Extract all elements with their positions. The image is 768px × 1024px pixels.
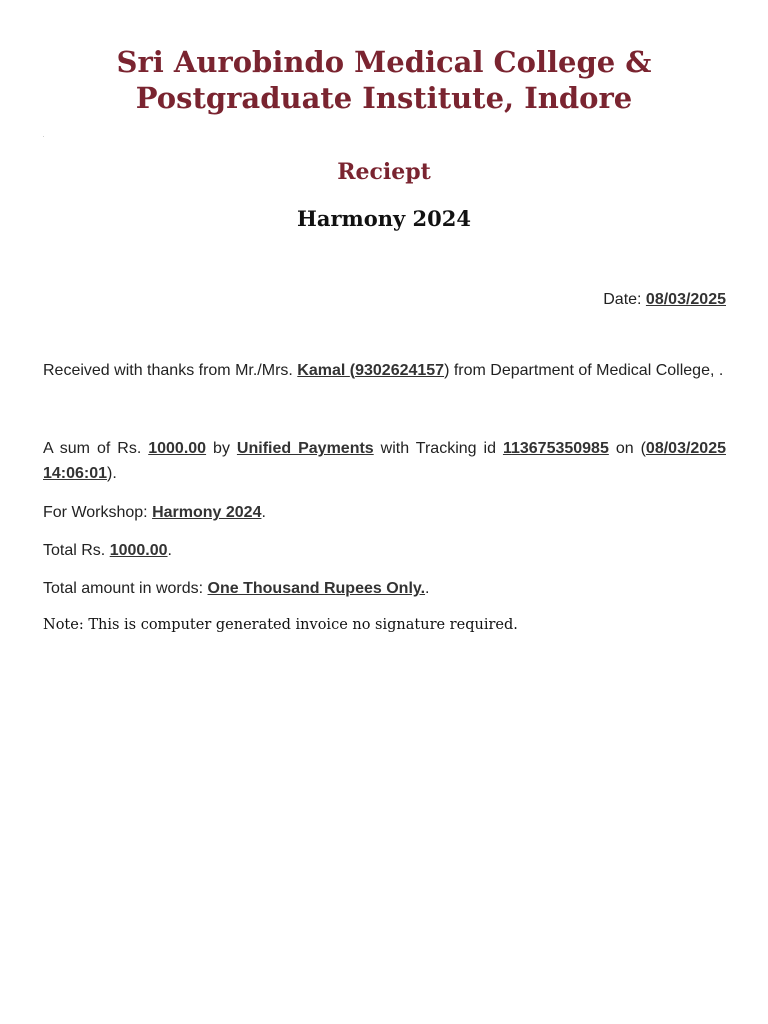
amount-in-words: One Thousand Rupees Only. [207, 580, 426, 597]
sum-close: ). [107, 465, 117, 482]
payment-method: Unified Payments [236, 440, 374, 457]
decorative-dot [43, 136, 44, 137]
date-label: Date: [603, 291, 646, 308]
institution-name-line-1: Sri Aurobindo Medical College & [116, 45, 652, 79]
receipt-date [603, 289, 726, 311]
received-suffix: ) from Department of Medical College, . [444, 362, 724, 379]
payment-amount: 1000.00 [148, 440, 207, 457]
total-end: . [167, 542, 172, 559]
tracking-text: with Tracking id [373, 440, 503, 457]
payer-phone-open-paren: ( [349, 362, 356, 379]
total-amount: 1000.00 [109, 542, 168, 559]
words-end: . [425, 580, 430, 597]
workshop-name: Harmony 2024 [152, 504, 262, 521]
institution-name [0, 44, 768, 116]
amount-in-words-line [43, 576, 726, 601]
workshop-end: . [261, 504, 266, 521]
sum-prefix: A sum of Rs. [43, 440, 149, 457]
on-text: on ( [608, 440, 646, 457]
workshop-label: For Workshop: [43, 504, 153, 521]
payer-phone: 9302624157 [355, 362, 445, 379]
document-type-heading: Reciept [337, 159, 431, 185]
event-title: Harmony 2024 [297, 206, 471, 231]
received-prefix: Received with thanks from Mr./Mrs. [43, 362, 298, 379]
payer-name: Kamal [297, 362, 350, 379]
date-value: 08/03/2025 [645, 291, 726, 308]
received-from-paragraph [43, 358, 726, 383]
tracking-id: 113675350985 [502, 440, 609, 457]
signature-note: Note: This is computer generated invoice no signature required. [43, 617, 518, 633]
payment-timestamp: 08/03/2025 14:06:01 [43, 440, 726, 482]
by-text: by [206, 440, 237, 457]
words-label: Total amount in words: [43, 580, 208, 597]
total-line [43, 538, 726, 563]
total-label: Total Rs. [43, 542, 110, 559]
payment-paragraph [43, 436, 726, 486]
institution-name-line-2: Postgraduate Institute, Indore [135, 81, 633, 115]
workshop-line [43, 500, 726, 525]
